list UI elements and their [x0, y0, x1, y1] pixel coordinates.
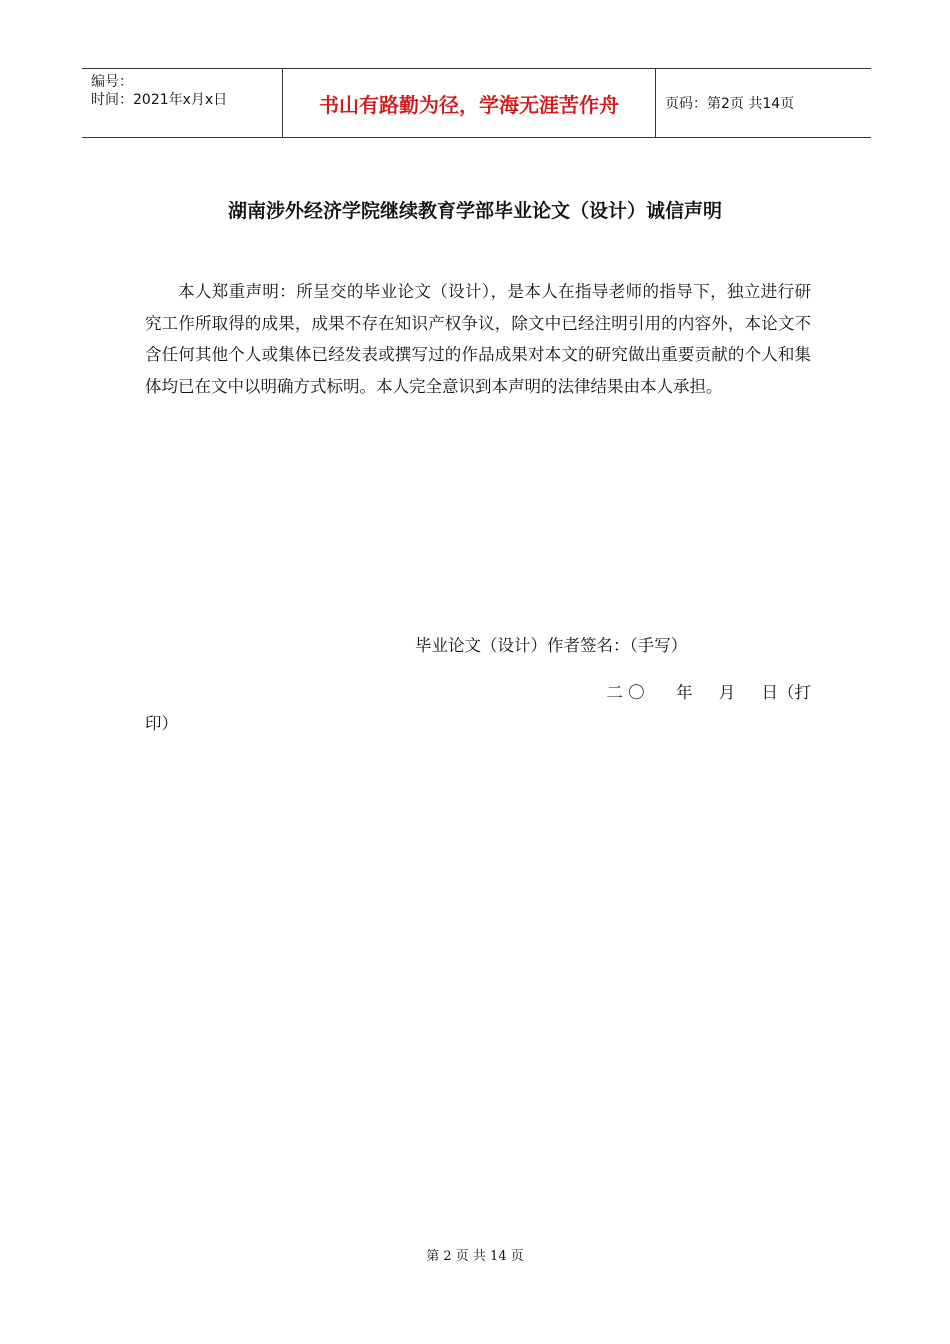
page-footer: 第 2 页 共 14 页: [426, 1249, 524, 1264]
author-signature-line: 毕业论文（设计）作者签名：（手写）: [415, 636, 688, 655]
serial-label: 编号：: [91, 74, 133, 90]
date-line-first: [145, 677, 811, 708]
header-motto: 书山有路勤为径，学海无涯苦作舟: [283, 69, 656, 137]
time-label: 时间：2021年x月x日: [91, 92, 228, 108]
document-title: 湖南涉外经济学院继续教育学部毕业论文（设计）诚信声明: [227, 200, 722, 222]
date-line-second: 印）: [145, 714, 178, 733]
date-line-first-text: 二 〇 年 月 日（打: [606, 683, 811, 702]
header-page-info: 页码：第2页 共14页: [665, 96, 795, 112]
header-meta-cell: [82, 69, 283, 137]
statement-paragraph: 本人郑重声明：所呈交的毕业论文（设计），是本人在指导老师的指导下，独立进行研究工作所取得的成果，成果不存在知识产权争议，除文中已经注明引用的内容外，本论文不含任何其他个人或集体已经发表或撰写过的作品成果对本文的研究做出重要贡献的个人和集体均已在文中以明确方式标明。本人完全意识到本声明的法律结果由本人承担。: [145, 282, 811, 396]
header-table: [82, 68, 871, 138]
date-line: [145, 677, 811, 739]
